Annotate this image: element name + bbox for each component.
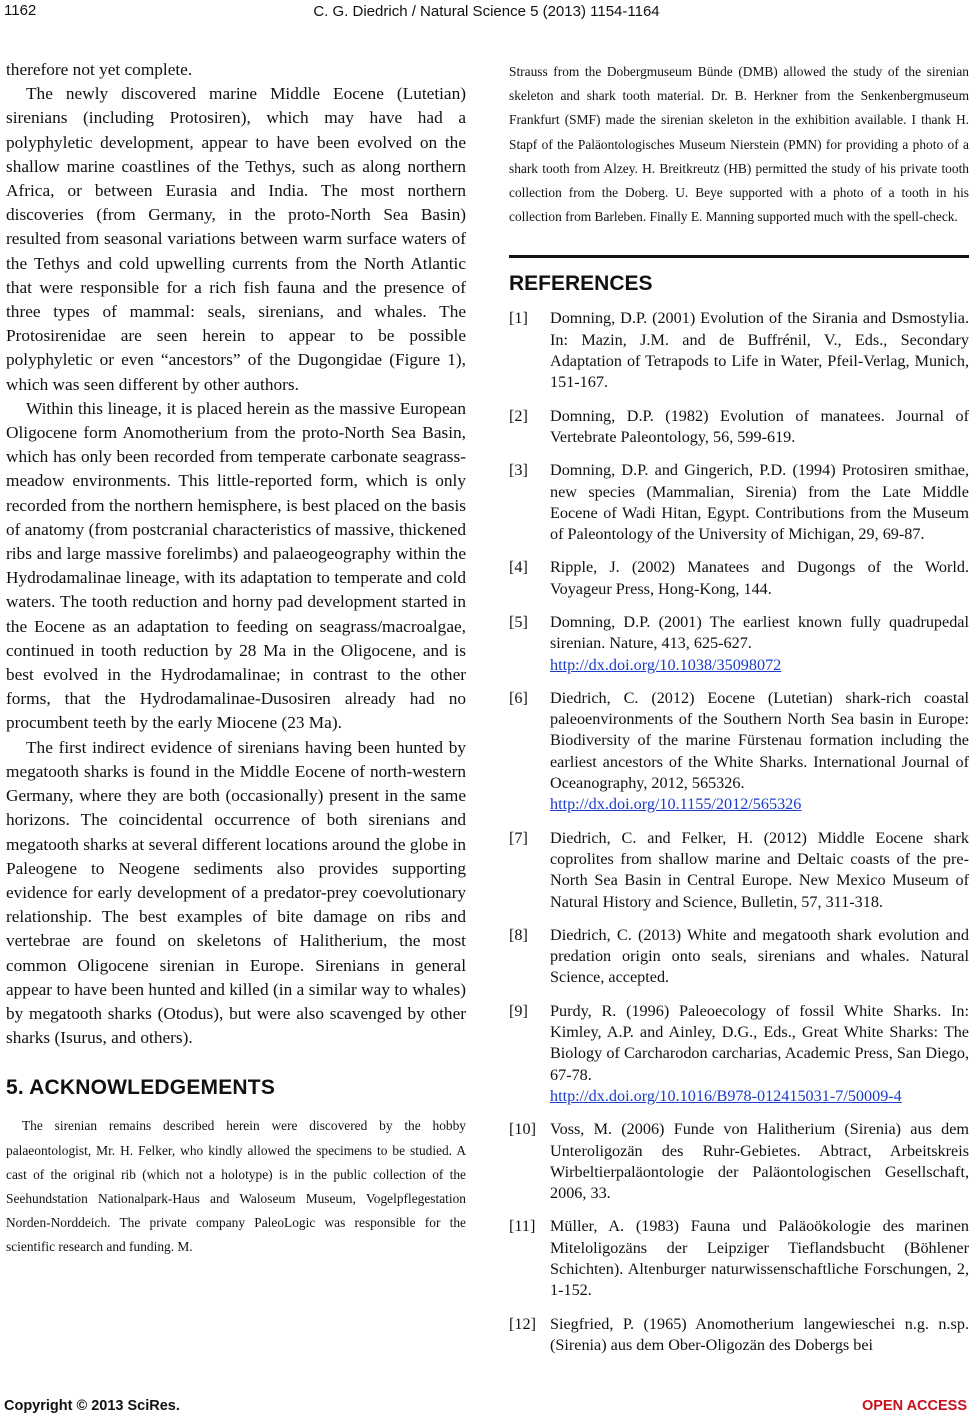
reference-body (550, 1314, 969, 1357)
right-column (509, 60, 969, 1368)
reference-body (550, 1119, 969, 1204)
reference-text: Diedrich, C. and Felker, H. (2012) Middle Eocene shark coprolites from shallow marine and Deltaic coasts of the pre-North Sea Basin in Central Europe. New Mexico Museum of Natural History and Science, Bulletin, 57, 311-318. (550, 828, 969, 911)
reference-item (509, 557, 969, 600)
reference-item (509, 1001, 969, 1107)
reference-number: [12] (509, 1314, 536, 1333)
reference-number: [2] (509, 406, 528, 425)
reference-item (509, 925, 969, 989)
reference-body (550, 828, 969, 913)
acknowledgements-text-continued: Strauss from the Dobergmuseum Bünde (DMB) allowed the study of the sirenian skeleton and shark tooth material. Dr. B. Herkner from the Senkenbergmuseum Frankfurt (SMF) made the sirenian skeleton in the exhibition available. I thank H. Stapf of the Paläontologisches Museum Nierstein (PMN) for providing a photo of a shark tooth from Alzey. H. Breitkreutz (HB) permitted the study of his private tooth collection from the Doberg. U. Beye supported with a photo of a tooth in his collection from Barleben. Finally E. Manning supported much with the spell-check. (509, 64, 969, 225)
reference-item (509, 828, 969, 913)
reference-body (550, 612, 969, 676)
body-paragraph: The newly discovered marine Middle Eocene (Lutetian) sirenians (including Protosiren), which may have had a polyphyletic development, appear to have been evolved on the shallow marine coastlines of the Tethys, such as along northern Africa, or between Eurasia and India. The most northern discoveries (from Germany, in the proto-North Sea Basin) resulted from seasonal variations between warm surface waters of the Tethys and cold upwelling currents from the North Atlantic that were responsible for a rich fish fauna and the presence of three types of mammal: seals, sirenians, and whales. The Protosirenidae are seen herein to appear to be possible polyphyletic or even “ancestors” of the Dugongidae (Figure 1), which was seen different by other authors. (6, 84, 466, 394)
references-heading: REFERENCES (509, 272, 653, 296)
reference-text: Diedrich, C. (2012) Eocene (Lutetian) shark-rich coastal paleoenvironments of the Southern North Sea basin in Europe: Biodiversity of the marine Fürstenau formation including the earliest ancestors of the White Sharks. International Journal of Oceanography, 2012, 565326. (550, 688, 969, 793)
reference-item (509, 460, 969, 545)
reference-body (550, 460, 969, 545)
body-paragraph: therefore not yet complete. (6, 60, 193, 79)
reference-item (509, 1216, 969, 1301)
reference-item (509, 612, 969, 676)
acknowledgements-heading: 5. ACKNOWLEDGEMENTS (6, 1076, 276, 1100)
reference-body (550, 406, 969, 449)
reference-body (550, 925, 969, 989)
reference-item (509, 688, 969, 816)
reference-text: Domning, D.P. (1982) Evolution of manatees. Journal of Vertebrate Paleontology, 56, 599-619. (550, 406, 969, 446)
reference-doi-link[interactable]: http://dx.doi.org/10.1155/2012/565326 (550, 795, 802, 814)
reference-number: [5] (509, 612, 528, 631)
reference-number: [8] (509, 925, 528, 944)
acknowledgements-text: The sirenian remains described herein were discovered by the hobby palaeontologist, Mr. H. Felker, who kindly allowed the specimens to be studied. A cast of the original rib (which not a holotype) is in the public collection of the Seehundstation Nationalpark-Haus and Waloseum Museum, Vogelpflegestation Norden-Norddeich. The private company PaleoLogic was responsible for the scientific research and funding. M. (6, 1118, 466, 1255)
reference-number: [3] (509, 461, 528, 480)
reference-text: Siegfried, P. (1965) Anomotherium langewieschei n.g. n.sp. (Sirenia) aus dem Ober-Oligozän des Dobergs bei (550, 1314, 969, 1354)
reference-body (550, 1001, 969, 1107)
reference-body (550, 557, 969, 600)
reference-text: Voss, M. (2006) Funde von Halitherium (Sirenia) aus dem Unteroligozän des Ruhr-Gebietes. Abtract, Arbeitskreis Wirbeltierpaläontologie der Paläontologischen Gesellschaft, 2006, 33. (550, 1120, 969, 1203)
reference-item (509, 406, 969, 449)
reference-body (550, 688, 969, 816)
reference-number: [7] (509, 828, 528, 847)
reference-number: [6] (509, 688, 528, 707)
page-header (0, 0, 973, 24)
reference-text: Müller, A. (1983) Fauna und Paläoökologie des marinen Miteloligozäns der Leipziger Tieflandsbucht (Böhlener Schichten). Altenburger naturwissenschaftliche Forschungen, 2, 1-152. (550, 1217, 969, 1300)
open-access-label: OPEN ACCESS (861, 1398, 967, 1414)
reference-text: Purdy, R. (1996) Paleoecology of fossil White Sharks. In: Kimley, A.P. and Ainley, D.G., Eds., Great White Sharks: The Biology of Carcharodon carcharias, Academic Press, San Diego, 67-78. (550, 1001, 969, 1084)
running-head: C. G. Diedrich / Natural Science 5 (2013) 1154-1164 (313, 3, 660, 20)
body-paragraph: The first indirect evidence of sirenians having been hunted by megatooth sharks is found in the Middle Eocene of north-western Germany, where they are both (occasionally) present in the same horizons. The coincidental occurrence of both sirenians and megatooth sharks at several different locations around the globe in Paleogene to Neogene sediments also provides supporting evidence for early development of a predator-prey coevolutionary relationship. The best examples of bite damage on ribs and vertebrae are found on skeletons of Halitherium, the most common Oligocene sirenian in Europe. Sirenians in general appear to have been hunted and killed (in a similar way to whales) by megatooth sharks (Otodus), but were also scavenged by other sharks (Isurus, and others). (6, 737, 466, 1048)
reference-number: [1] (509, 309, 528, 328)
copyright-notice: Copyright © 2013 SciRes. (4, 1398, 180, 1414)
reference-item (509, 308, 969, 393)
reference-item (509, 1119, 969, 1204)
reference-text: Domning, D.P. (2001) The earliest known fully quadrupedal sirenian. Nature, 413, 625-627. (550, 612, 969, 653)
reference-item (509, 1314, 969, 1357)
reference-number: [10] (509, 1120, 536, 1139)
reference-number: [9] (509, 1001, 528, 1020)
section-divider (509, 255, 969, 258)
reference-number: [4] (509, 558, 528, 577)
left-column (6, 58, 466, 1260)
page-number: 1162 (4, 2, 37, 19)
reference-body (550, 308, 969, 393)
body-paragraph: Within this lineage, it is placed herein as the massive European Oligocene form Anomotherium from the proto-North Sea Basin, which has only been recorded from temperate carbonate seagrass-meadow environments. This little-reported form, which is only recorded from the northern hemisphere, is best placed on the basis of anatomy (from postcranial characteristics of massive, thickened ribs and large massive forelimbs) and palaeogeography within the Hydrodamalinae lineage, with its adaptation to temperate and cold waters. The tooth reduction and horny pad development started in the Eocene as an adaptation to feeding on seagrass/macroalgae, continued in tooth reduction by 28 Ma in the Oligocene, and is best evolved in the Hydrodamalinae; in contrast to the other forms, that the Hydrodamalinae-Dusosiren already had no procumbent teeth by the early Miocene (23 Ma). (6, 398, 466, 733)
reference-body (550, 1216, 969, 1301)
reference-text: Domning, D.P. and Gingerich, P.D. (1994) Protosiren smithae, new species (Mammalian, Sirenia) from the Late Middle Eocene of Wadi Hitan, Egypt. Contributions from the Museum of Paleontology of the University of Michigan, 29, 69-87. (550, 461, 969, 544)
reference-text: Ripple, J. (2002) Manatees and Dugongs of the World. Voyageur Press, Hong-Kong, 144. (550, 558, 969, 598)
reference-text: Diedrich, C. (2013) White and megatooth shark evolution and predation origin onto seals, sirenians and whales. Natural Science, accepted. (550, 925, 969, 987)
reference-number: [11] (509, 1217, 536, 1236)
reference-doi-link[interactable]: http://dx.doi.org/10.1016/B978-012415031-7/50009-4 (550, 1086, 902, 1105)
reference-text: Domning, D.P. (2001) Evolution of the Sirania and Dsmostylia. In: Mazin, J.M. and de Buffrénil, V., Eds., Secondary Adaptation of Tetrapods to Life in Water, Pfeil-Verlag, Munich, 151-167. (550, 309, 969, 392)
references-list (509, 308, 969, 1356)
reference-doi-link[interactable]: http://dx.doi.org/10.1038/35098072 (550, 655, 782, 674)
